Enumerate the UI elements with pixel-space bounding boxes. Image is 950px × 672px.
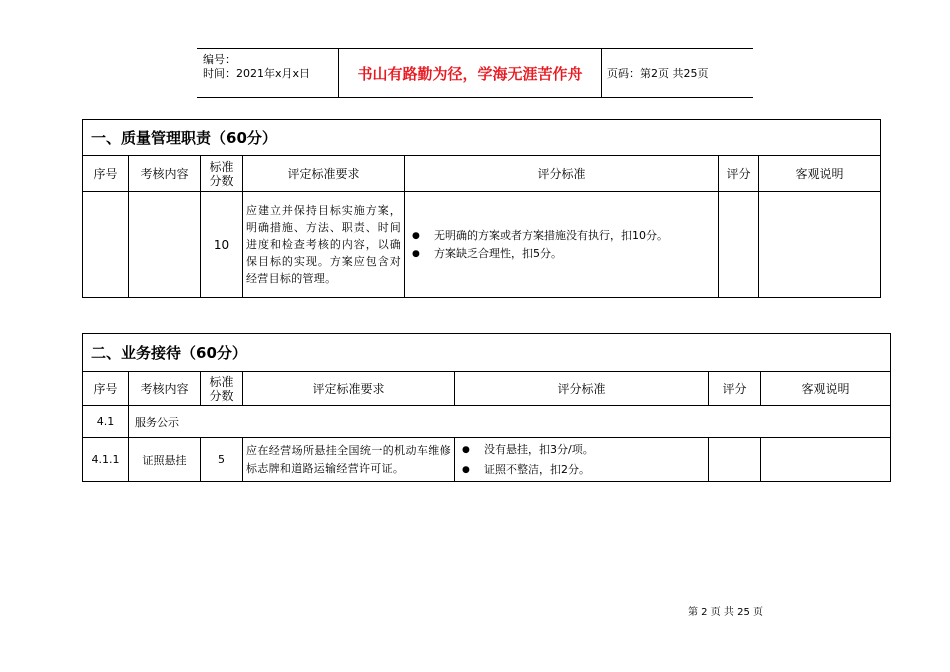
header-motto: 书山有路勤为径，学海无涯苦作舟	[338, 49, 602, 97]
table-row	[83, 192, 881, 298]
cell-no	[83, 192, 129, 298]
col-header-note: 客观说明	[761, 372, 891, 406]
col-header-rating: 评分	[709, 372, 761, 406]
date-label: 时间：2021年x月x日	[203, 67, 311, 80]
col-header-score: 标准分数	[201, 372, 243, 406]
doc-number-label: 编号：	[203, 53, 236, 66]
col-header-content: 考核内容	[129, 156, 201, 192]
cell-requirement: 应在经营场所悬挂全国统一的机动车维修标志牌和道路运输经营许可证。	[243, 438, 455, 482]
group-row	[83, 406, 891, 438]
cell-criteria	[455, 438, 709, 482]
group-label: 服务公示	[129, 406, 891, 438]
criteria-item: ● 方案缺乏合理性，扣5分。	[412, 245, 715, 263]
section1-title: 一、质量管理职责（60分）	[83, 120, 881, 156]
cell-score: 5	[201, 438, 243, 482]
criteria-item: ● 没有悬挂，扣3分/项。	[462, 440, 705, 460]
col-header-content: 考核内容	[129, 372, 201, 406]
page-footer: 第 2 页 共 25 页	[688, 607, 763, 618]
cell-note	[761, 438, 891, 482]
document-header	[197, 48, 753, 98]
col-header-requirement: 评定标准要求	[243, 372, 455, 406]
cell-rating	[709, 438, 761, 482]
col-header-no: 序号	[83, 156, 129, 192]
col-header-requirement: 评定标准要求	[243, 156, 405, 192]
table-row	[83, 438, 891, 482]
col-header-rating: 评分	[719, 156, 759, 192]
cell-content	[129, 192, 201, 298]
section2-table	[82, 333, 891, 482]
section2-title: 二、业务接待（60分）	[83, 334, 891, 372]
col-header-note: 客观说明	[759, 156, 881, 192]
cell-score: 10	[201, 192, 243, 298]
col-header-score: 标准分数	[201, 156, 243, 192]
cell-criteria	[405, 192, 719, 298]
cell-requirement: 应建立并保持目标实施方案，明确措施、方法、职责、时间进度和检查考核的内容，以确保目标的实现。方案应包含对经营目标的管理。	[243, 192, 405, 298]
group-no: 4.1	[83, 406, 129, 438]
header-meta	[197, 49, 338, 97]
cell-rating	[719, 192, 759, 298]
header-page-label: 页码：第2页 共25页	[607, 67, 709, 80]
cell-no: 4.1.1	[83, 438, 129, 482]
criteria-item: ● 证照不整洁，扣2分。	[462, 460, 705, 480]
cell-note	[759, 192, 881, 298]
section1-table	[82, 119, 881, 298]
col-header-no: 序号	[83, 372, 129, 406]
criteria-item: ● 无明确的方案或者方案措施没有执行，扣10分。	[412, 227, 715, 245]
col-header-criteria: 评分标准	[405, 156, 719, 192]
cell-content: 证照悬挂	[129, 438, 201, 482]
col-header-criteria: 评分标准	[455, 372, 709, 406]
